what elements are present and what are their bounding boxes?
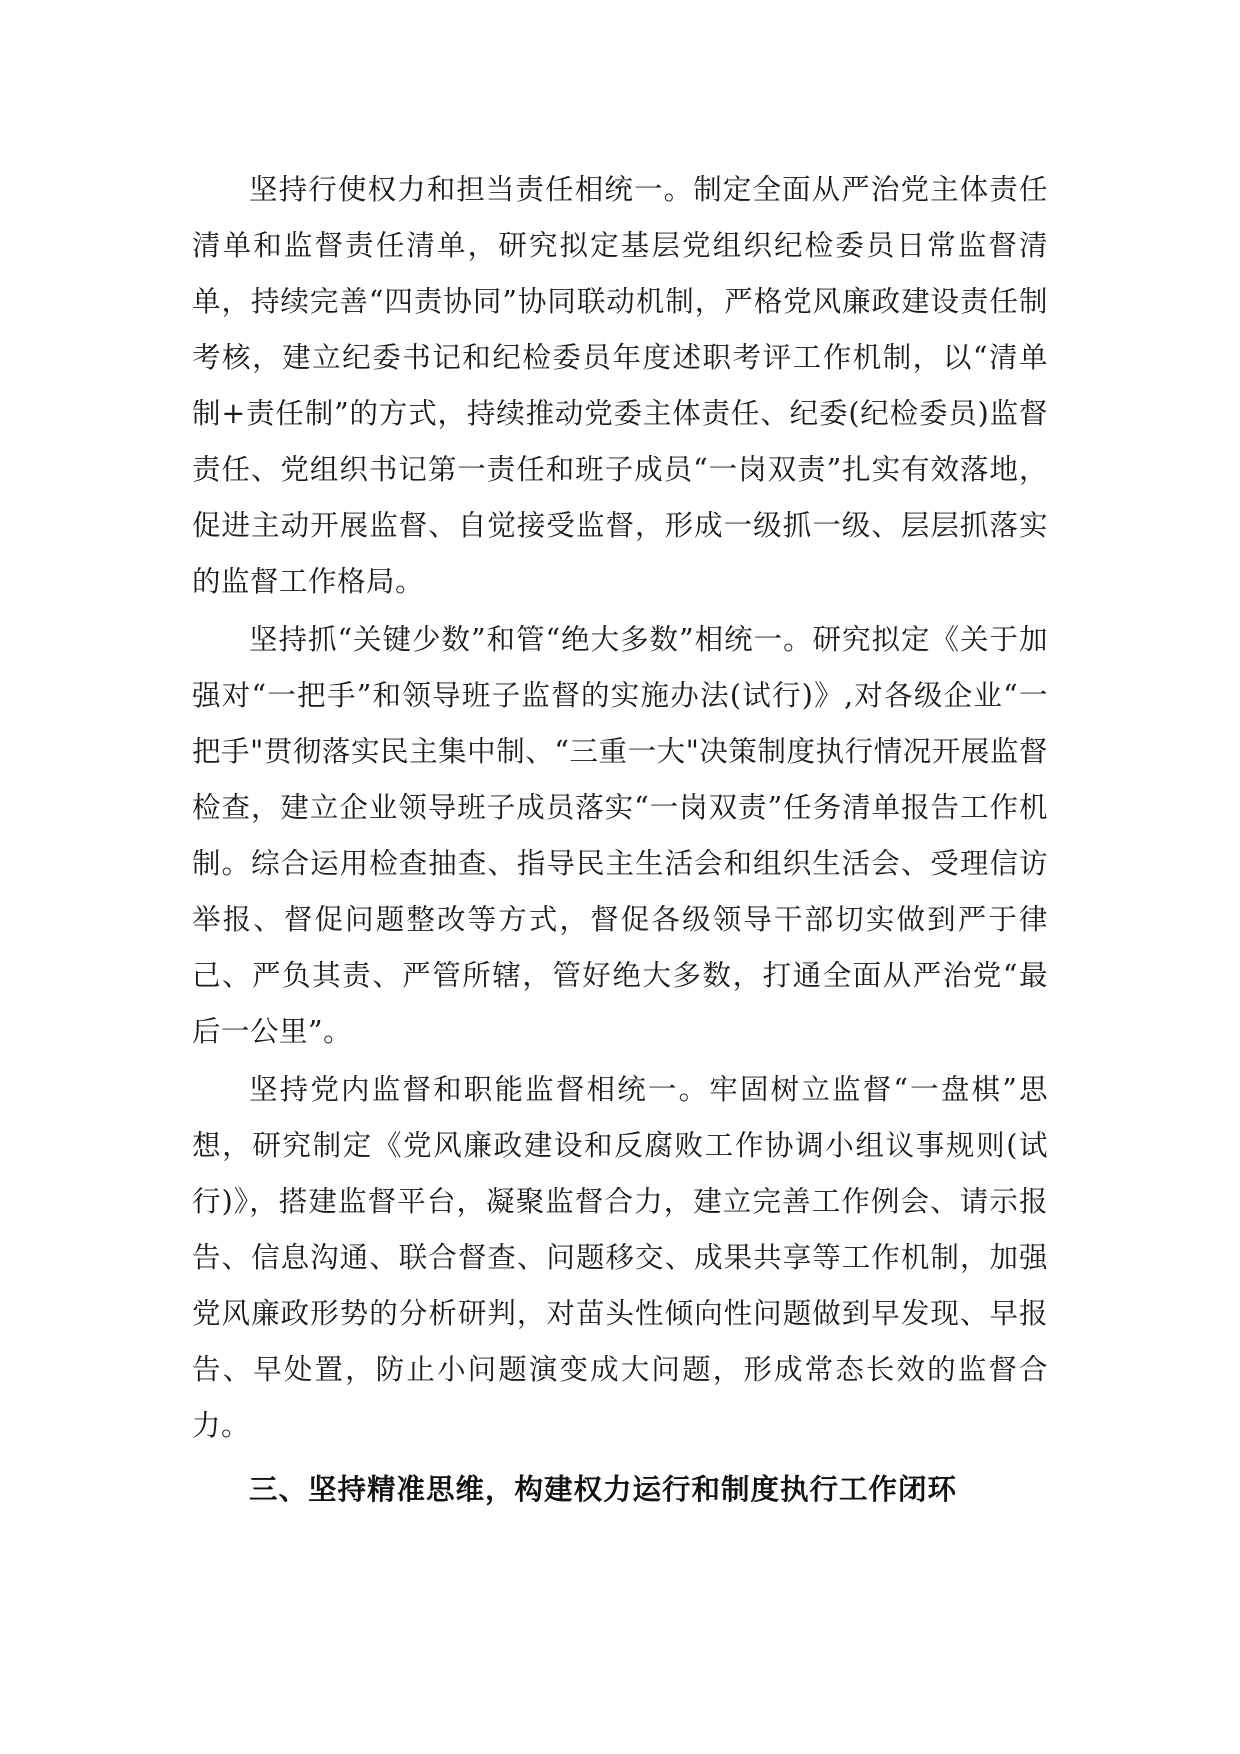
section-heading: 三、坚持精准思维，构建权力运行和制度执行工作闭环 xyxy=(249,1473,958,1506)
paragraph-key-minority: 坚持抓“关键少数”和管“绝大多数”相统一。研究拟定《关于加强对“一把手”和领导班子监督的实施办法(试行)》,对各级企业“一把手"贯彻落实民主集中制、“三重一大"决策制度执行情况开展监督检查，建立企业领导班子成员落实“一岗双责”任务清单报告工作机制。综合运用检查抽查、指导民主生活会和组织生活会、受理信访举报、督促问题整改等方式，督促各级领导干部切实做到严于律己、严负其责、严管所辖，管好绝大多数，打通全面从严治党“最后一公里”。 xyxy=(192,623,1048,1048)
document-body xyxy=(192,162,1048,1518)
paragraph-responsibility: 坚持行使权力和担当责任相统一。制定全面从严治党主体责任清单和监督责任清单，研究拟定基层党组织纪检委员日常监督清单，持续完善“四责协同”协同联动机制，严格党风廉政建设责任制考核，建立纪委书记和纪检委员年度述职考评工作机制，以“清单制+责任制”的方式，持续推动党委主体责任、纪委(纪检委员)监督责任、党组织书记第一责任和班子成员“一岗双责”扎实有效落地，促进主动开展监督、自觉接受监督，形成一级抓一级、层层抓落实的监督工作格局。 xyxy=(192,173,1048,598)
paragraph-supervision: 坚持党内监督和职能监督相统一。牢固树立监督“一盘棋”思想，研究制定《党风廉政建设和反腐败工作协调小组议事规则(试行)》，搭建监督平台，凝聚监督合力，建立完善工作例会、请示报告、信息沟通、联合督查、问题移交、成果共享等工作机制，加强党风廉政形势的分析研判，对苗头性倾向性问题做到早发现、早报告、早处置，防止小问题演变成大问题，形成常态长效的监督合力。 xyxy=(192,1073,1048,1442)
